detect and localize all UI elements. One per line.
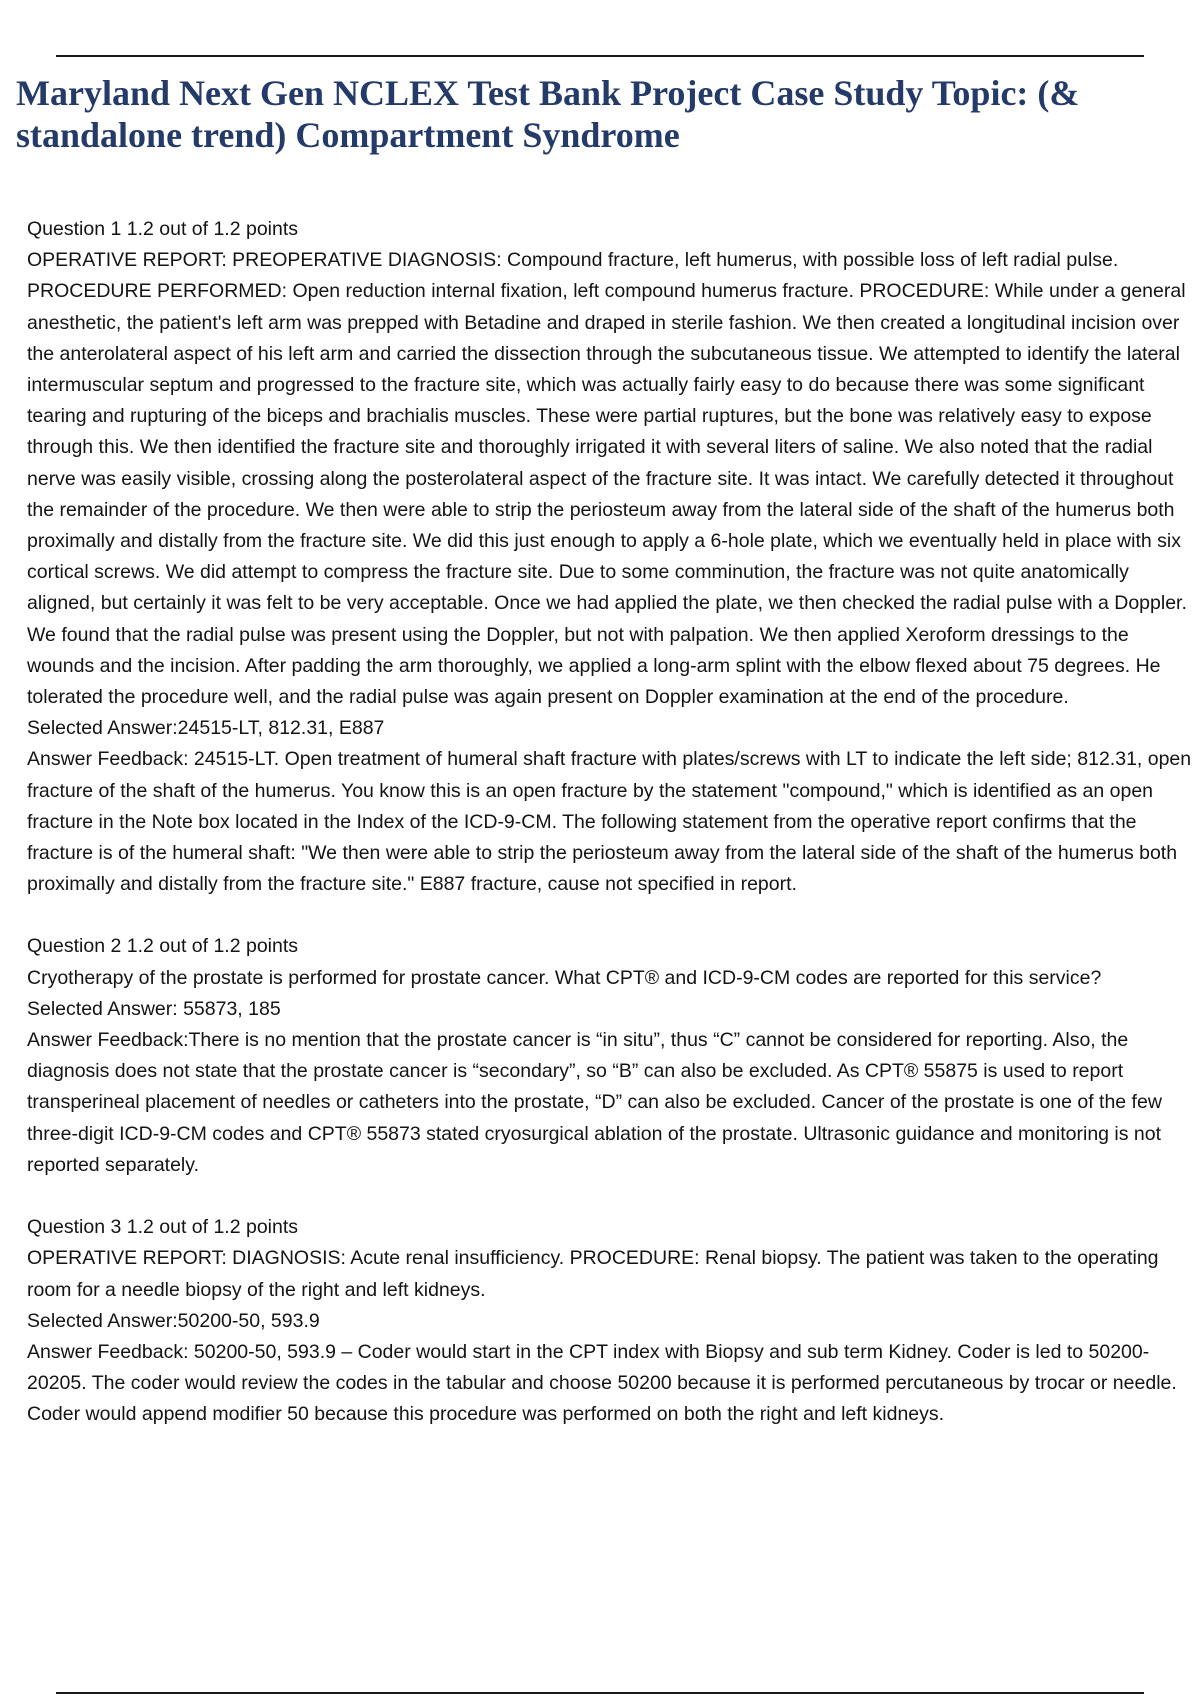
question-1 [27,214,1193,900]
answer-feedback: Answer Feedback: 24515-LT. Open treatment of humeral shaft fracture with plates/screws with LT to indicate the left side; 812.31, open fracture of the shaft of the humerus. You know this is an open fracture by the statement "compound," which is identified as an open fracture in the Note box located in the Index of the ICD-9-CM. The following statement from the operative report confirms that the fracture is of the humeral shaft: "We then were able to strip the periosteum away from the lateral side of the shaft of the humerus both proximally and distally from the fracture site." E887 fracture, cause not specified in report. [27,748,1192,896]
question-2 [27,931,1193,1181]
answer-feedback: Answer Feedback:There is no mention that the prostate cancer is “in situ”, thus “C” cannot be considered for reporting. Also, the diagnosis does not state that the prostate cancer is “secondary”, so “B” can also be excluded. As CPT® 55875 is used to report transperineal placement of needles or catheters into the prostate, “D” can also be excluded. Cancer of the prostate is one of the few three-digit ICD-9-CM codes and CPT® 55873 stated cryosurgical ablation of the prostate. Ultrasonic guidance and monitoring is not reported separately. [27,1029,1162,1176]
question-list [27,214,1193,1462]
question-header: Question 3 1.2 out of 1.2 points [27,1216,299,1239]
question-3 [27,1212,1193,1430]
document-title: Maryland Next Gen NCLEX Test Bank Project Case Study Topic: (& standalone trend) Compartment Syndrome [16,73,1080,155]
top-rule [56,55,1144,57]
selected-answer: Selected Answer:50200-50, 593.9 [27,1309,320,1332]
selected-answer: Selected Answer:24515-LT, 812.31, E887 [27,717,385,740]
selected-answer: Selected Answer: 55873, 185 [27,997,281,1020]
bottom-rule [56,1692,1144,1694]
question-text: OPERATIVE REPORT: DIAGNOSIS: Acute renal insufficiency. PROCEDURE: Renal biopsy. The patient was taken to the operating room for a needle biopsy of the right and left kidneys. [27,1247,1159,1301]
question-text: Cryotherapy of the prostate is performed for prostate cancer. What CPT® and ICD-9-CM codes are reported for this service? [27,966,1102,989]
question-text: OPERATIVE REPORT: PREOPERATIVE DIAGNOSIS: Compound fracture, left humerus, with possible loss of left radial pulse. PROCEDURE PERFORMED: Open reduction internal fixation, left compound humerus fracture. PROCEDURE: While under a general anesthetic, the patient's left arm was prepped with Betadine and draped in sterile fashion. We then created a longitudinal incision over the anterolateral aspect of his left arm and carried the dissection through the subcutaneous tissue. We attempted to identify the lateral intermuscular septum and progressed to the fracture site, which was actually fairly easy to do because there was some significant tearing and rupturing of the biceps and brachialis muscles. These were partial ruptures, but the bone was relatively easy to expose through this. We then identified the fracture site and thoroughly irrigated it with several liters of saline. We also noted that the radial nerve was easily visible, crossing along the posterolateral aspect of the fracture site. It was intact. We carefully detected it throughout the remainder of the procedure. We then were able to strip the periosteum away from the lateral side of the shaft of the humerus both proximally and distally from the fracture site. We did this just enough to apply a 6-hole plate, which we eventually held in place with six cortical screws. We did attempt to compress the fracture site. Due to some comminution, the fracture was not quite anatomically aligned, but certainly it was felt to be very acceptable. Once we had applied the plate, we then checked the radial pulse with a Doppler. We found that the radial pulse was present using the Doppler, but not with palpation. We then applied Xeroform dressings to the wounds and the incision. After padding the arm thoroughly, we applied a long-arm splint with the elbow flexed about 75 degrees. He tolerated the procedure well, and the radial pulse was again present on Doppler examination at the end of the procedure. [27,249,1187,709]
answer-feedback: Answer Feedback: 50200-50, 593.9 – Coder would start in the CPT index with Biopsy and sub term Kidney. Coder is led to 50200-20205. The coder would review the codes in the tabular and choose 50200 because it is performed percutaneous by trocar or needle. Coder would append modifier 50 because this procedure was performed on both the right and left kidneys. [27,1340,1177,1426]
question-header: Question 2 1.2 out of 1.2 points [27,935,299,958]
question-header: Question 1 1.2 out of 1.2 points [27,218,299,240]
